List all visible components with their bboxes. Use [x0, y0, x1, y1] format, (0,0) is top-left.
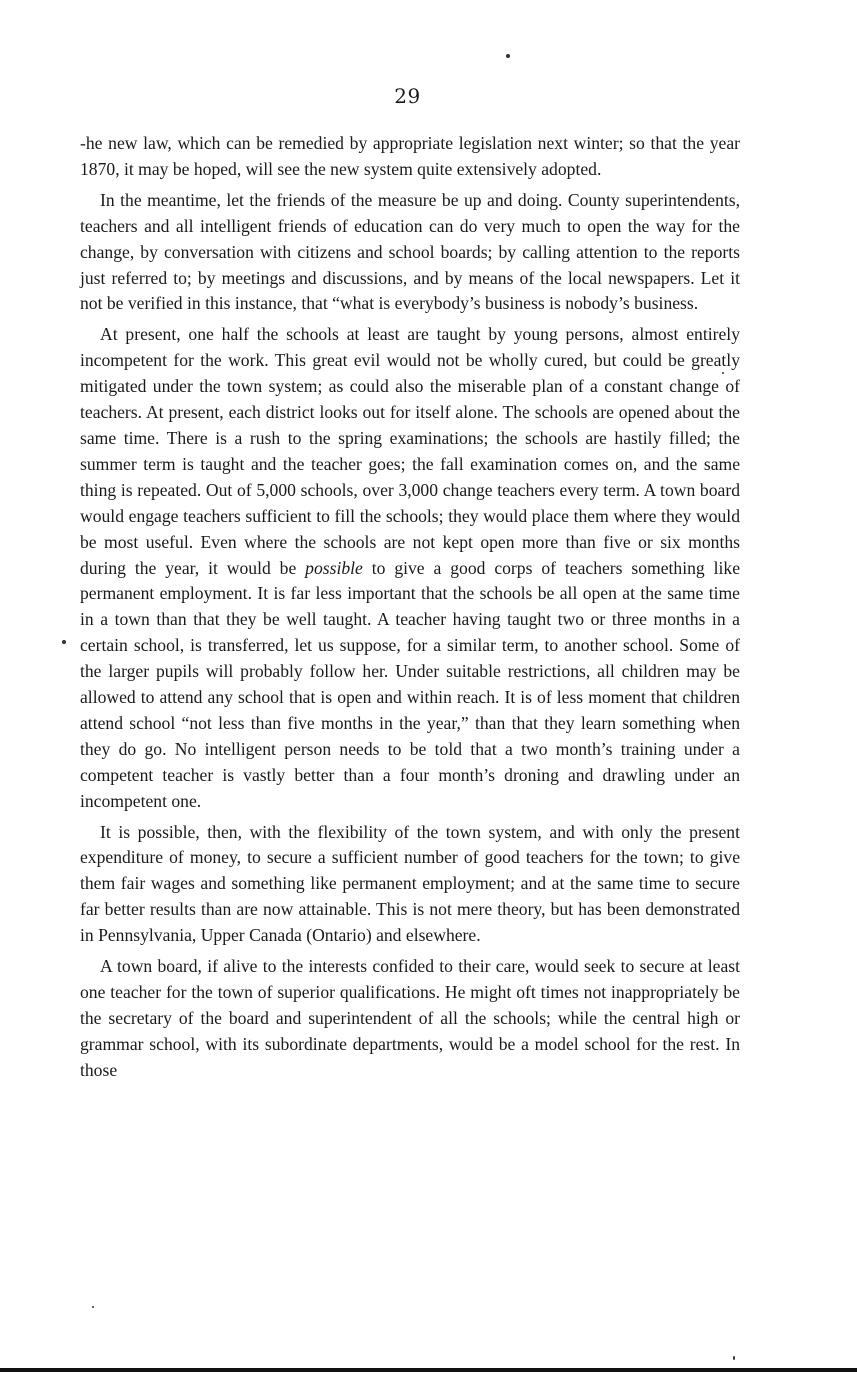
paragraph-3-part-2: to give a good corps of teachers something like permanent employment. It is far less important that the schools be all open at the same time in a town than that they be well taught. A teacher having taught two or three months in a certain school, is transferred, let us suppose, for a similar term, to another school. Some of the larger pupils will probably follow her. Under suitable restrictions, all children may be allowed to attend any school that is open and within reach. It is of less moment that children attend school “not less than five months in the year,” than that they learn something when they do go. No intelligent person needs to be told that a two month’s training under a competent teacher is vastly better than a four month’s droning and drawling under an incompetent one.: [80, 557, 740, 811]
ink-speck: [92, 1306, 94, 1308]
ink-speck: [62, 640, 66, 644]
paragraph-3: [80, 322, 740, 814]
paragraph-1: -he new law, which can be remedied by appropriate legislation next winter; so that the year 1870, it may be hoped, will see the new system quite extensively adopted.: [80, 133, 740, 179]
paragraph-2: In the meantime, let the friends of the measure be up and doing. County superintendents, teachers and all intelligent friends of education can do very much to open the way for the change, by conversation with citizens and school boards; by calling attention to the reports just referred to; by meetings and discussions, and by means of the local newspapers. Let it not be verified in this instance, that “what is everybody’s business is nobody’s business.: [80, 189, 740, 314]
body-text: [80, 131, 740, 1089]
page-number: 29: [394, 84, 421, 108]
paragraph-4: It is possible, then, with the flexibility of the town system, and with only the present expenditure of money, to secure a sufficient number of good teachers for the town; to give them fair wages and something like permanent employment; and at the same time to secure far better results than are now attainable. This is not mere theory, but has been demonstrated in Pennsylvania, Upper Canada (Ontario) and elsewhere.: [80, 821, 740, 946]
paragraph-5: A town board, if alive to the interests confided to their care, would seek to secure at least one teacher for the town of superior qualifications. He might oft times not inappropriately be the secretary of the board and superintendent of all the schools; while the central high or grammar school, with its subordinate departments, would be a model school for the rest. In those: [80, 956, 740, 1080]
paragraph-3-part-1: At present, one half the schools at least are taught by young persons, almost entirely incompetent for the work. This great evil would not be wholly cured, but could be greatly mitigated under the town system; as could also the miserable plan of a constant change of teachers. At present, each district looks out for itself alone. The schools are opened about the same time. There is a rush to the spring examinations; the schools are hastily filled; the summer term is taught and the teacher goes; the fall examination comes on, and the same thing is repeated. Out of 5,000 schools, over 3,000 change teachers every term. A town board would engage teachers sufficient to fill the schools; they would place them where they would be most useful. Even where the schools are not kept open more than five or six months during the year, it would be: [80, 324, 740, 578]
ink-speck: [506, 54, 510, 58]
ink-speck: [733, 1356, 735, 1360]
bottom-border: [0, 1368, 857, 1372]
emphasis-possible: possible: [305, 557, 363, 578]
